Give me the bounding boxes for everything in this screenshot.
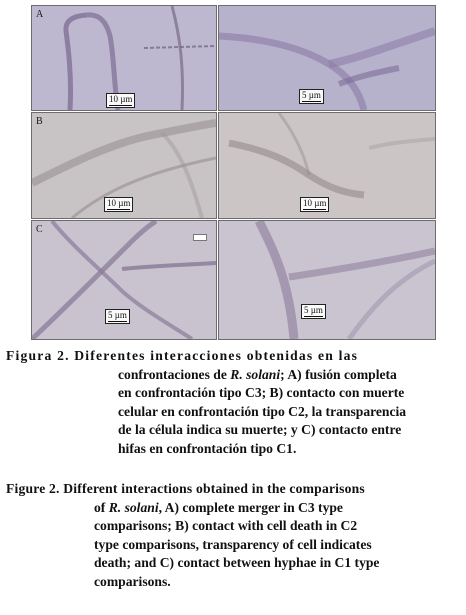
micrograph-c-left (31, 220, 217, 340)
caption-line: death; and C) contact between hyphae in C1 type (94, 555, 380, 571)
panel-letter: A (36, 9, 44, 20)
scale-bar (104, 197, 133, 212)
hyphae-drawing (219, 221, 435, 339)
scale-line (108, 321, 127, 322)
caption-line: comparisons; B) contact with cell death in C2 (94, 518, 358, 534)
caption-english (6, 480, 462, 592)
scale-bar (105, 309, 130, 324)
caption-text: ; A) fusión completa (280, 366, 397, 382)
micrograph-c-right (218, 220, 436, 340)
scale-label: 5 µm (304, 305, 323, 315)
caption-line (6, 347, 462, 366)
scale-bar (106, 93, 135, 108)
scale-line (107, 209, 130, 210)
scale-label: 10 µm (107, 198, 131, 208)
scale-line (303, 209, 326, 210)
scale-bar (299, 89, 324, 104)
micrograph-a-left (31, 5, 217, 111)
caption-text: , A) complete merger in C3 type (158, 499, 343, 515)
caption-line (6, 499, 462, 518)
micrograph-b-right (218, 112, 436, 219)
caption-line: comparisons. (94, 573, 171, 589)
scale-label: 10 µm (303, 198, 327, 208)
caption-text: Diferentes interacciones obtenidas en las (74, 348, 359, 363)
caption-line (6, 480, 462, 499)
caption-text: of (94, 499, 109, 515)
species-name: R. solani (230, 366, 281, 382)
scale-line (302, 101, 321, 102)
scale-label: 5 µm (108, 310, 127, 320)
caption-line: en confrontación tipo C3; B) contacto con muerte (118, 385, 405, 401)
caption-line: hifas en confrontación tipo C1. (118, 440, 297, 456)
tag-marker (193, 234, 207, 241)
figure-label: Figure 2. (6, 481, 60, 496)
caption-text: confrontaciones de (118, 366, 231, 382)
micrograph-a-right (218, 5, 436, 111)
caption-spanish (6, 347, 462, 459)
panel-letter: C (36, 224, 43, 235)
scale-line (304, 316, 323, 317)
scale-bar (300, 197, 329, 212)
scale-bar (301, 304, 326, 319)
species-name: R. solani (108, 499, 159, 515)
caption-line: celular en confrontación tipo C2, la transparencia (118, 403, 407, 419)
caption-line: de la célula indica su muerte; y C) contacto entre (118, 422, 402, 438)
scale-line (109, 105, 132, 106)
micrograph-b-left (31, 112, 217, 219)
caption-line (6, 366, 462, 385)
hyphae-drawing (219, 6, 435, 110)
panel-letter: B (36, 116, 43, 127)
scale-label: 10 µm (109, 94, 133, 104)
scale-label: 5 µm (302, 90, 321, 100)
caption-text: Different interactions obtained in the comparisons (63, 481, 365, 496)
figure-label: Figura 2. (6, 348, 70, 363)
caption-line: type comparisons, transparency of cell indicates (94, 536, 372, 552)
